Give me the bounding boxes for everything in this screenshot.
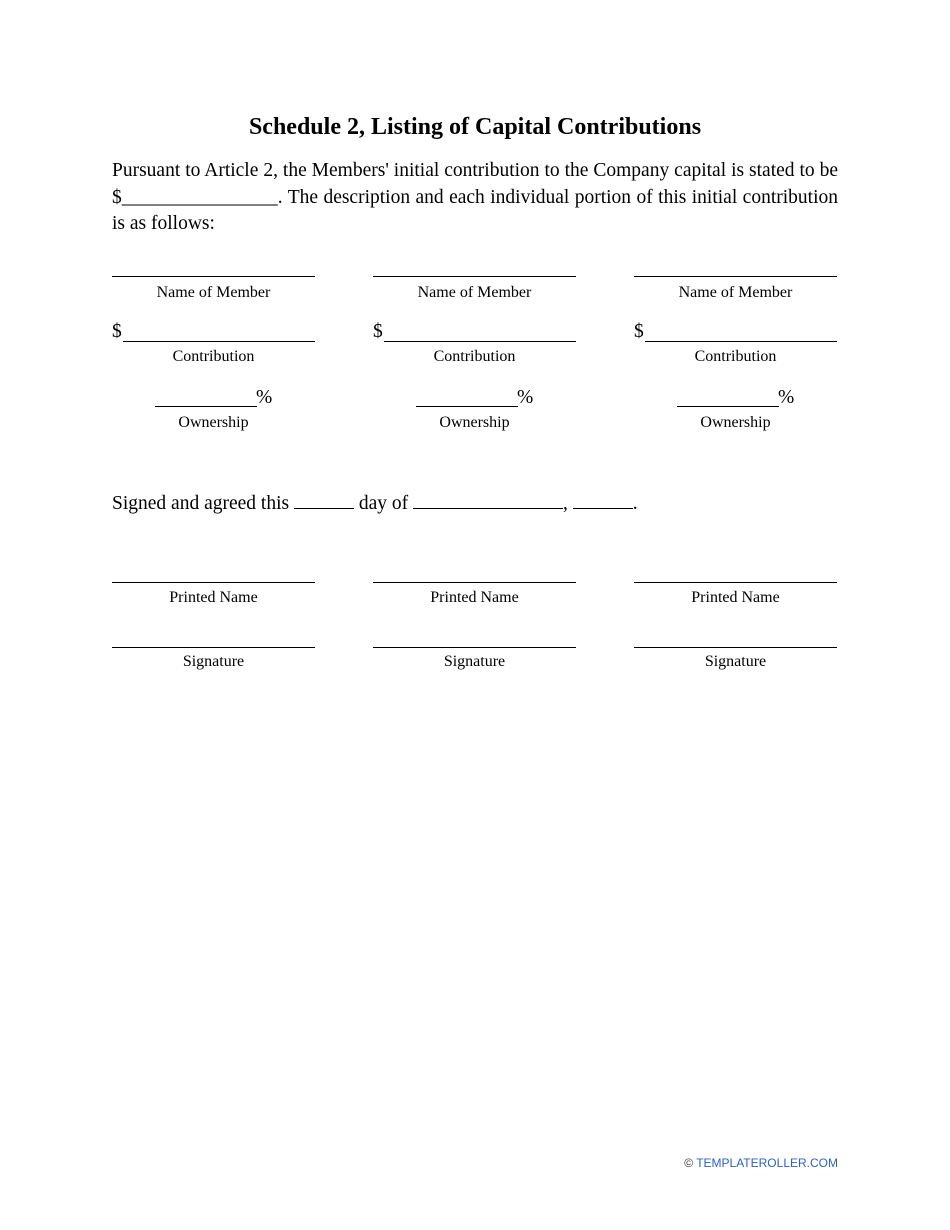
dollar-sign: $ bbox=[634, 321, 644, 342]
ownership-line[interactable] bbox=[677, 406, 779, 407]
member-name-line[interactable] bbox=[373, 276, 576, 277]
footer-credit bbox=[684, 1155, 838, 1171]
member-name-label: Name of Member bbox=[156, 284, 271, 301]
ownership-line[interactable] bbox=[416, 406, 518, 407]
dollar-sign: $ bbox=[112, 321, 122, 342]
printed-name-line[interactable] bbox=[634, 582, 837, 583]
day-blank[interactable] bbox=[294, 490, 354, 509]
printed-name-label: Printed Name bbox=[430, 589, 519, 606]
year-blank[interactable] bbox=[573, 490, 633, 509]
percent-sign: % bbox=[778, 387, 795, 408]
signature-line[interactable] bbox=[634, 647, 837, 648]
printed-name-line[interactable] bbox=[373, 582, 576, 583]
copyright-symbol: © bbox=[684, 1156, 694, 1170]
contribution-label: Contribution bbox=[172, 348, 255, 365]
ownership-line[interactable] bbox=[155, 406, 257, 407]
total-contribution-blank[interactable]: ________________ bbox=[121, 186, 278, 208]
agreement-prefix: Signed and agreed this bbox=[112, 493, 290, 514]
ownership-label: Ownership bbox=[700, 414, 771, 431]
document-title: Schedule 2, Listing of Capital Contributions bbox=[248, 114, 702, 140]
member-name-line[interactable] bbox=[112, 276, 315, 277]
ownership-label: Ownership bbox=[439, 414, 510, 431]
contribution-label: Contribution bbox=[694, 348, 777, 365]
agreement-comma: , bbox=[563, 493, 568, 514]
agreement-line bbox=[112, 490, 638, 517]
signature-line[interactable] bbox=[112, 647, 315, 648]
percent-sign: % bbox=[517, 387, 534, 408]
templateroller-link[interactable]: TEMPLATEROLLER.COM bbox=[696, 1156, 838, 1170]
signature-line[interactable] bbox=[373, 647, 576, 648]
ownership-label: Ownership bbox=[178, 414, 249, 431]
signature-label: Signature bbox=[704, 653, 767, 670]
intro-paragraph bbox=[112, 158, 838, 238]
month-blank[interactable] bbox=[413, 490, 563, 509]
member-name-label: Name of Member bbox=[417, 284, 532, 301]
contribution-line[interactable] bbox=[123, 341, 315, 342]
contribution-line[interactable] bbox=[384, 341, 576, 342]
printed-name-label: Printed Name bbox=[691, 589, 780, 606]
printed-name-line[interactable] bbox=[112, 582, 315, 583]
member-name-label: Name of Member bbox=[678, 284, 793, 301]
agreement-period: . bbox=[632, 493, 638, 514]
signature-label: Signature bbox=[443, 653, 506, 670]
signature-label: Signature bbox=[182, 653, 245, 670]
percent-sign: % bbox=[256, 387, 273, 408]
contribution-label: Contribution bbox=[433, 348, 516, 365]
printed-name-label: Printed Name bbox=[169, 589, 258, 606]
intro-text-end: . The description and each individual portion of this initial contribution is as follows: bbox=[112, 186, 838, 234]
dollar-sign: $ bbox=[373, 321, 383, 342]
contribution-line[interactable] bbox=[645, 341, 837, 342]
member-name-line[interactable] bbox=[634, 276, 837, 277]
agreement-day-of: day of bbox=[358, 493, 409, 514]
intro-text-start: Pursuant to Article 2, the Members' initial contribution to the Company capital is stated to be $ bbox=[112, 160, 838, 208]
